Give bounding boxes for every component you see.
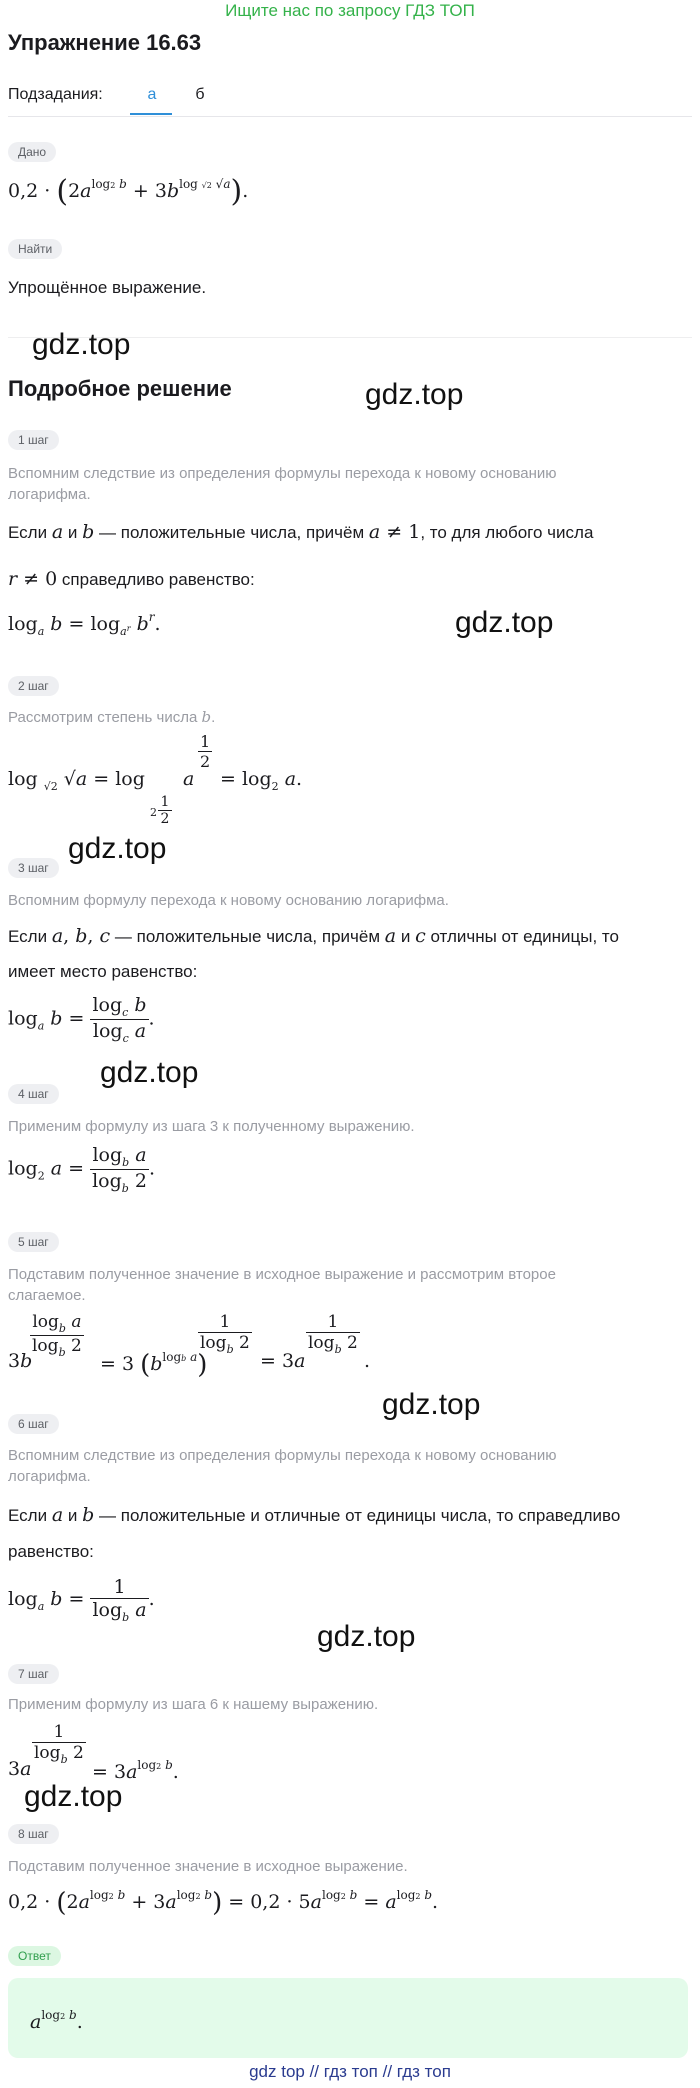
subtasks-label: Подзадания:	[8, 86, 103, 103]
formula: 3a $\frac{1}{\log_b 2}$ = $3a^{log2 b}$.	[8, 1722, 179, 1783]
formula: 3b $\frac{\log_b a}{\log_b 2}$ = 3 $(b^{logb a})$ $\frac{1}{\log_b 2}$ = 3a $\frac{1}{\log_b 2}$ .	[8, 1312, 371, 1380]
step-text: r ≠ 0 справедливо равенство:	[8, 568, 255, 590]
step-badge: 3 шаг	[8, 858, 59, 878]
step-hint: Подставим полученное значение в исходное выражение.	[8, 1858, 408, 1875]
watermark: gdz.top	[24, 1780, 123, 1813]
watermark: gdz.top	[365, 378, 464, 411]
given-badge: Дано	[8, 142, 56, 162]
step-text: Если a и b — положительные и отличные от единицы числа, то справедливо	[8, 1504, 621, 1526]
step-badge: 4 шаг	[8, 1084, 59, 1104]
solution-title: Подробное решение	[8, 376, 232, 401]
search-banner: Ищите нас по запросу ГДЗ ТОП	[225, 1, 475, 20]
watermark: gdz.top	[68, 832, 167, 865]
page-title: Упражнение 16.63	[8, 30, 202, 55]
watermark: gdz.top	[100, 1056, 199, 1089]
formula: $\log_2 a$ = $\frac{\log_b a}{\log_b 2}$ .	[8, 1144, 155, 1195]
step-hint: Применим формулу из шага 3 к полученному выражению.	[8, 1118, 415, 1135]
answer-box	[8, 1978, 688, 2058]
step-hint: Рассмотрим степень числа b.	[8, 708, 216, 726]
watermark: gdz.top	[32, 328, 131, 361]
answer-formula: $a^{log2 b}$.	[30, 2008, 83, 2033]
watermark: gdz.top	[317, 1620, 416, 1653]
step-badge: 7 шаг	[8, 1664, 59, 1684]
find-badge: Найти	[8, 239, 62, 259]
formula: $\log_a b$ = $\frac{1}{\log_b a}$ .	[8, 1576, 155, 1624]
tab-b[interactable]: б	[195, 86, 205, 103]
step-badge: 2 шаг	[8, 676, 59, 696]
divider	[8, 116, 692, 117]
formula: $0,2 \cdot (2a^{log2 b} + 3a^{log2 b}) = 0,2 \cdot 5a^{log2 b} = a^{log2 b}$.	[8, 1888, 439, 1918]
watermark: gdz.top	[382, 1388, 481, 1421]
watermark: gdz.top	[455, 606, 554, 639]
step-text: Если a и b — положительные числа, причём a ≠ 1, то для любого числа	[8, 521, 594, 543]
active-tab-indicator	[130, 113, 172, 115]
formula: log $_{√2}$ √a = log 2 $\frac{1}{2}$ a $\frac{1}{2}$ = $\log_2 a$.	[8, 732, 303, 827]
step-hint: Вспомним следствие из определения формулы перехода к новому основанию логарифма.	[8, 1447, 557, 1485]
step-badge: 1 шаг	[8, 430, 59, 450]
find-text: Упрощённое выражение.	[8, 278, 207, 297]
step-hint: Применим формулу из шага 6 к нашему выражению.	[8, 1696, 379, 1713]
step-badge: 5 шаг	[8, 1232, 59, 1252]
formula: $\log_a b = \log_{a^r} b^r$.	[8, 610, 161, 638]
step-hint: Подставим полученное значение в исходное выражение и рассмотрим второе слагаемое.	[8, 1266, 556, 1304]
footer-links[interactable]: gdz top // гдз топ // гдз топ	[249, 2062, 451, 2081]
step-badge: 6 шаг	[8, 1414, 59, 1434]
step-badge: 8 шаг	[8, 1824, 59, 1844]
formula: $\log_a b$ = $\frac{\log_c b}{\log_c a}$ .	[8, 994, 155, 1045]
step-text: имеет место равенство:	[8, 962, 198, 981]
tab-a[interactable]: а	[147, 86, 157, 103]
step-text: Если a, b, c — положительные числа, причём a и c отличны от единицы, то	[8, 925, 619, 947]
answer-badge: Ответ	[8, 1946, 61, 1966]
step-text: равенство:	[8, 1542, 94, 1561]
step-hint: Вспомним следствие из определения формулы перехода к новому основанию логарифма.	[8, 465, 557, 503]
given-expression: $0,2 \cdot (2a^{log2 b} + 3b^{log √2 √a})$.	[8, 174, 249, 209]
step-hint: Вспомним формулу перехода к новому основанию логарифма.	[8, 892, 449, 909]
